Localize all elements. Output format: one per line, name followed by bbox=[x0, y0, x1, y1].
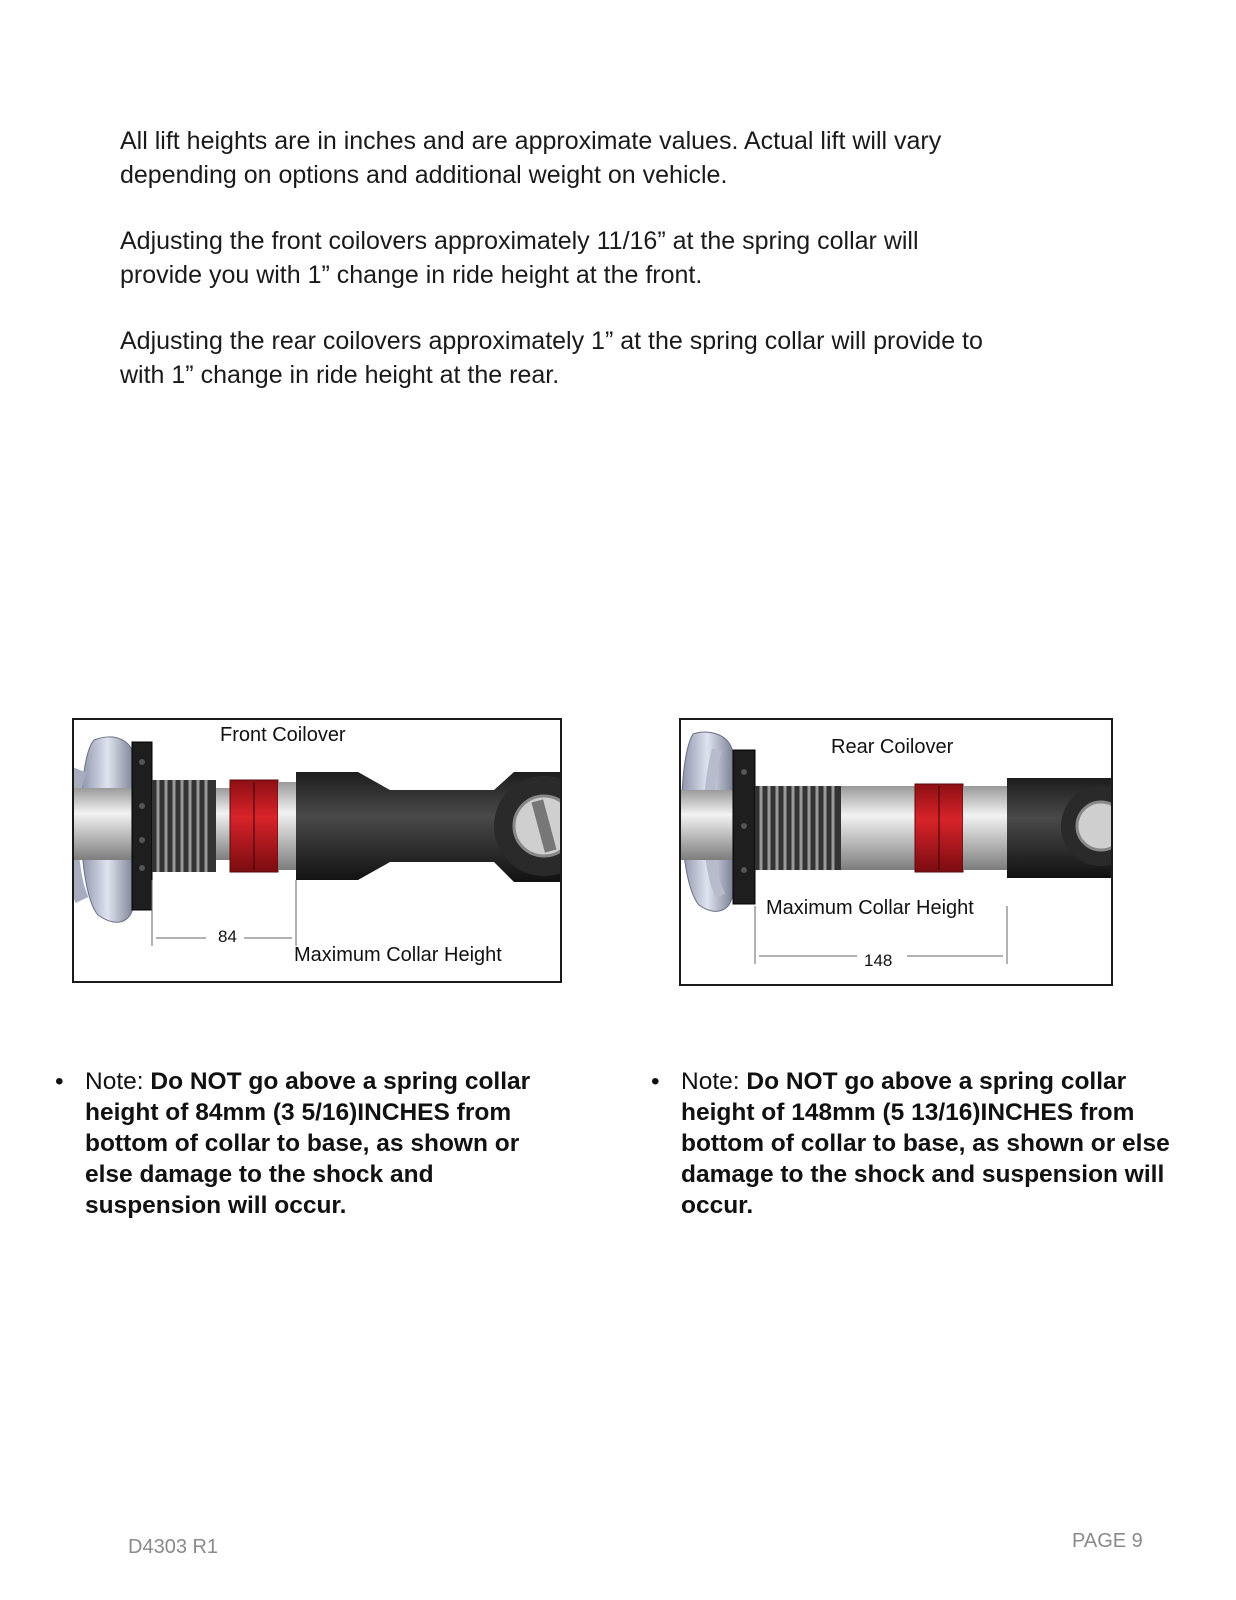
rear-note-prefix: Note: bbox=[681, 1068, 747, 1095]
rear-thread-section bbox=[755, 786, 841, 870]
front-collar-dimension: 84 bbox=[218, 927, 237, 946]
rear-coilover-title: Rear Coilover bbox=[831, 736, 954, 758]
rear-collar-caption: Maximum Collar Height bbox=[766, 897, 974, 919]
intro-paragraph-front-adjust: Adjusting the front coilovers approximately 11/16” at the spring collar will provide you with 1” change in ride height at the front. bbox=[120, 227, 919, 289]
rear-warning-note bbox=[651, 1066, 1173, 1221]
rear-note-text: Do NOT go above a spring collar height of 148mm (5 13/16)INCHES from bottom of collar to base, as shown or else damage to the shock and suspension will occur. bbox=[681, 1068, 1170, 1219]
front-coilover-figure bbox=[72, 718, 562, 983]
intro-paragraph-rear-adjust: Adjusting the rear coilovers approximately 1” at the spring collar will provide to with 1” change in ride height at the rear. bbox=[120, 327, 983, 389]
intro-paragraph-lift-heights: All lift heights are in inches and are approximate values. Actual lift will vary depending on options and additional weight on vehicle. bbox=[120, 127, 942, 189]
front-collar-caption: Maximum Collar Height bbox=[294, 944, 502, 966]
front-thread-section bbox=[152, 780, 216, 872]
front-warning-note bbox=[55, 1066, 545, 1221]
front-note-text: Do NOT go above a spring collar height of 84mm (3 5/16)INCHES from bottom of collar to base, as shown or else damage to the shock and suspension will occur. bbox=[85, 1068, 531, 1219]
document-id: D4303 R1 bbox=[128, 1536, 219, 1558]
front-note-prefix: Note: bbox=[85, 1068, 151, 1095]
rear-coilover-illustration bbox=[681, 720, 1111, 984]
front-coilover-title: Front Coilover bbox=[220, 724, 346, 746]
rear-collar-dimension: 148 bbox=[864, 951, 893, 970]
front-note-bullet: • bbox=[55, 1068, 64, 1095]
rear-coilover-figure bbox=[679, 718, 1113, 986]
page-number: PAGE 9 bbox=[1072, 1530, 1143, 1552]
front-coilover-illustration bbox=[74, 720, 560, 981]
rear-note-bullet: • bbox=[651, 1068, 660, 1095]
